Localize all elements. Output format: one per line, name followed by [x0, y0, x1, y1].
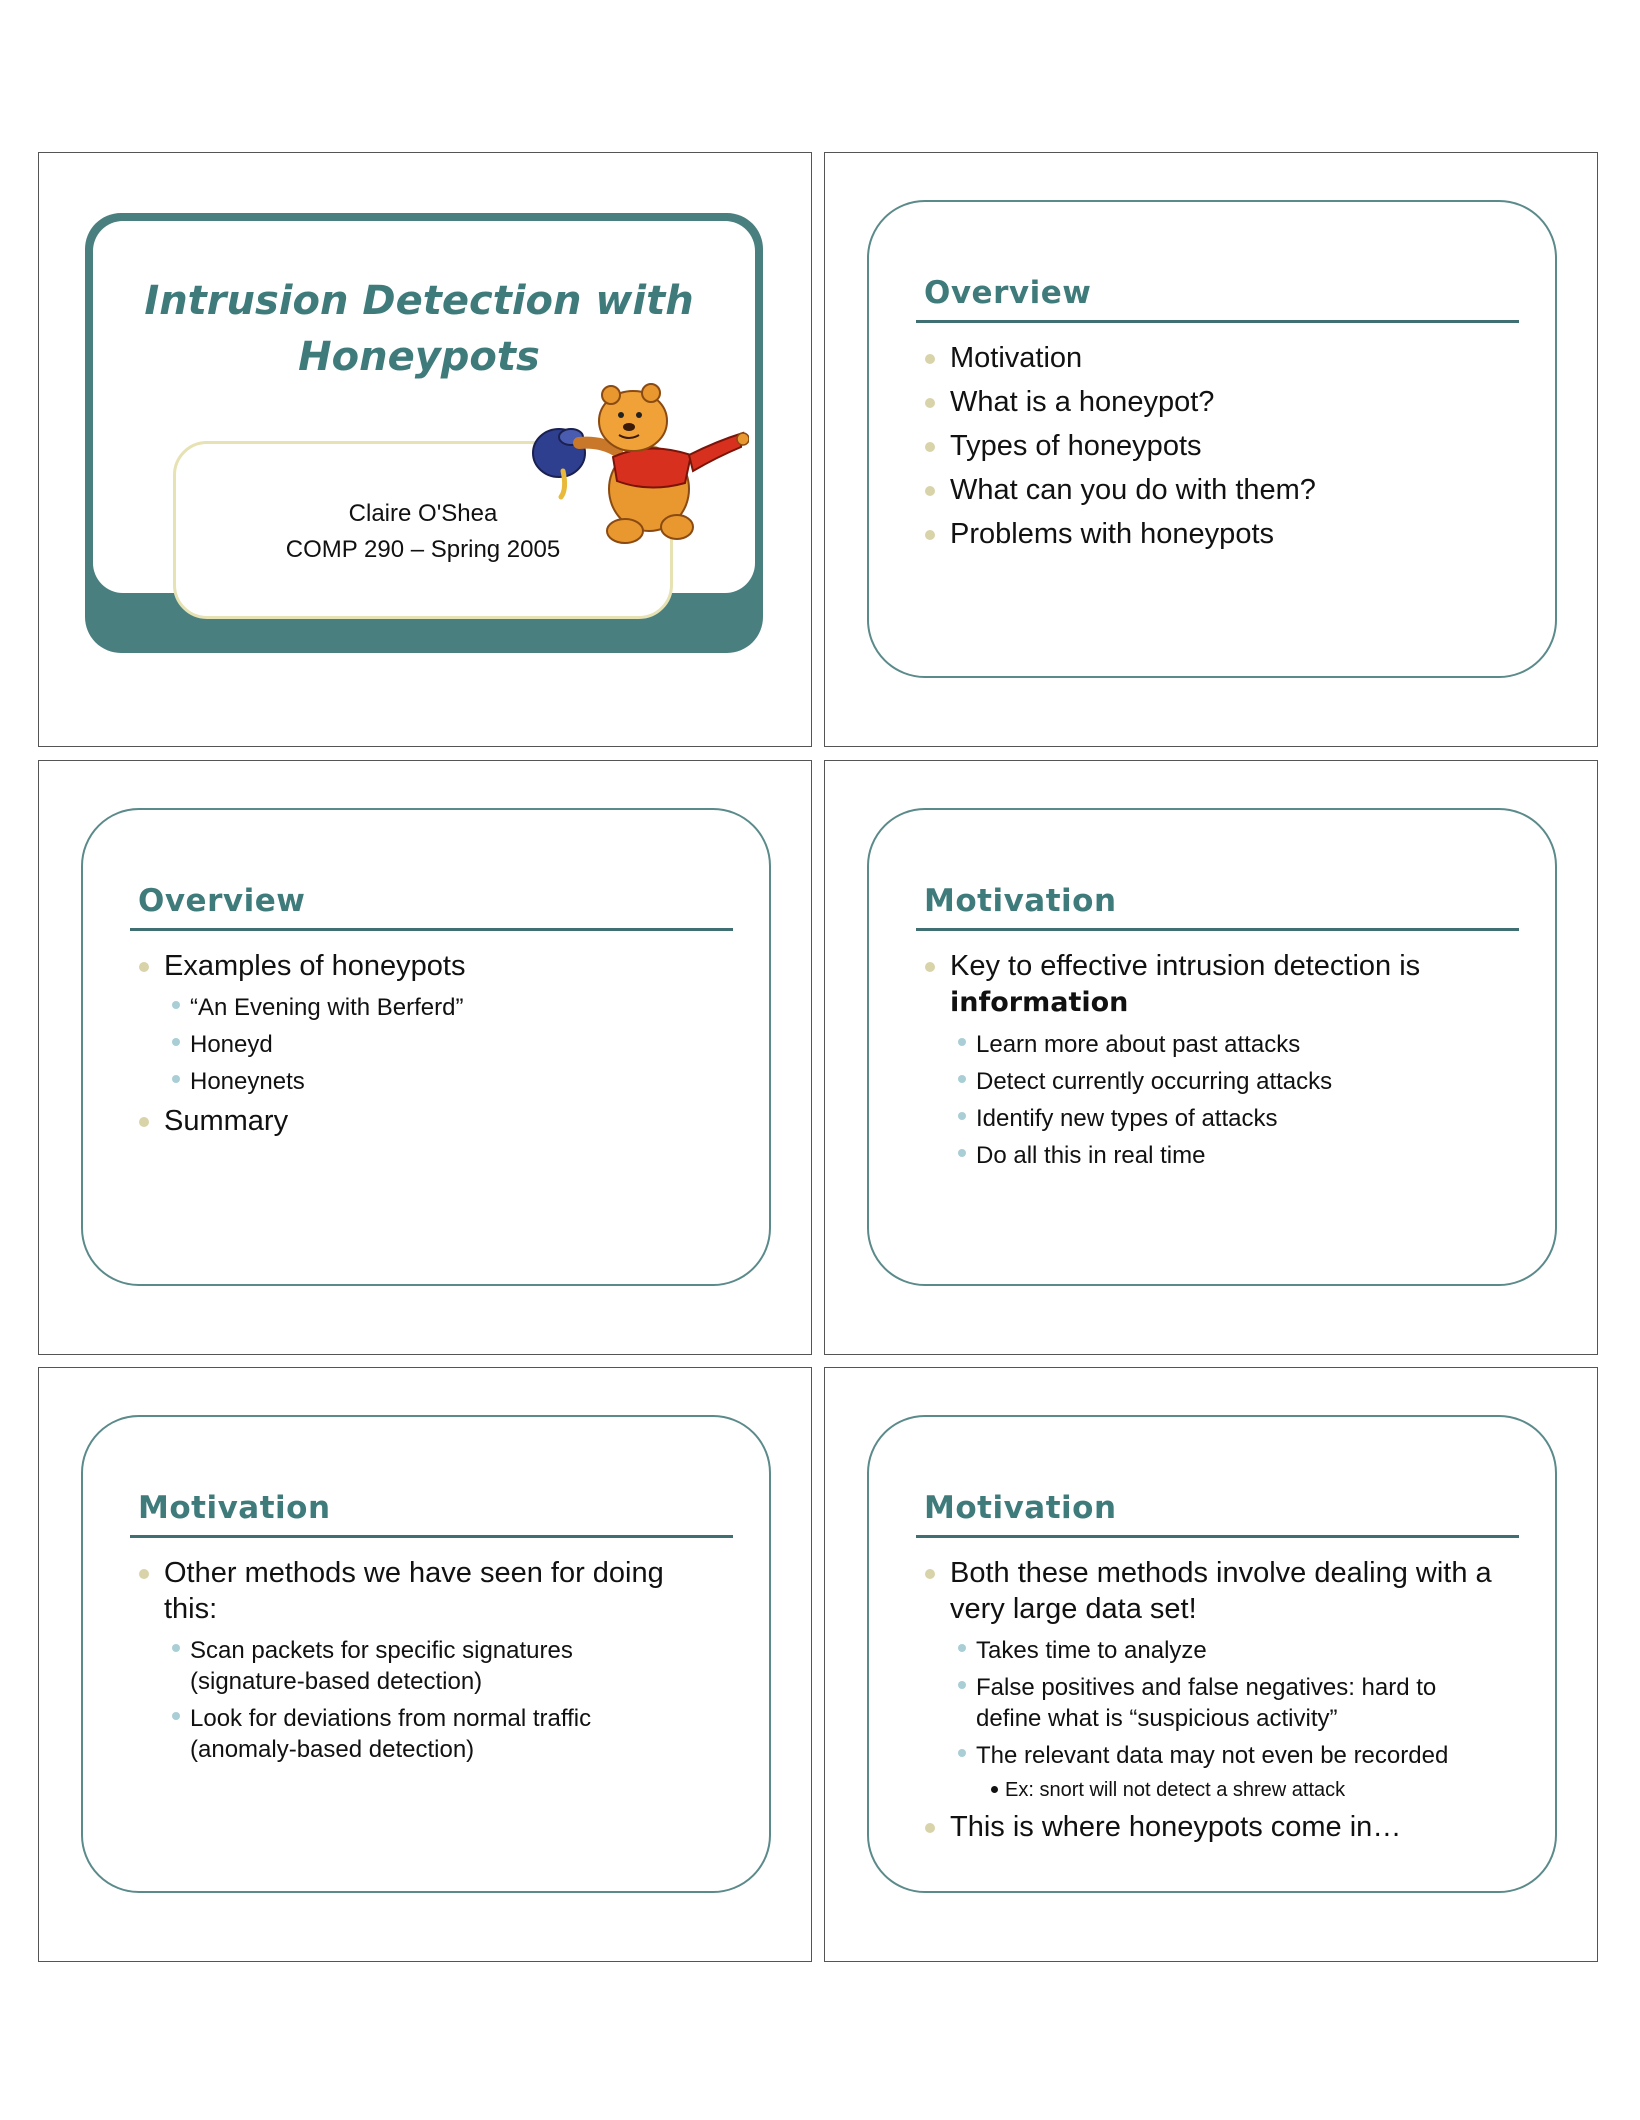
title-divider [916, 320, 1519, 323]
slide-content [923, 340, 1533, 560]
title-divider [916, 1535, 1519, 1538]
title-divider [130, 928, 733, 931]
sub-bullet-item: Learn more about past attacks [956, 1029, 1533, 1060]
bullet-emphasis: information [950, 987, 1129, 1018]
title-divider [130, 1535, 733, 1538]
title-divider [916, 928, 1519, 931]
bullet-item: Summary [137, 1103, 747, 1139]
slide-panel [867, 808, 1557, 1286]
bullet-item: Both these methods involve dealing with a very large data set! [923, 1555, 1530, 1627]
slide-4-motivation [824, 760, 1598, 1355]
sub-bullet-item: Do all this in real time [956, 1140, 1533, 1171]
sub-bullet-item: False positives and false negatives: hard to define what is “suspicious activity” [956, 1672, 1496, 1734]
slide-content [137, 948, 747, 1147]
slide-title: Overview [924, 275, 1092, 311]
sub-bullet-item: Scan packets for specific signatures (signature-based detection) [170, 1635, 630, 1697]
sub-bullet-item: Honeynets [170, 1066, 747, 1097]
sub-bullet-item: Detect currently occurring attacks [956, 1066, 1533, 1097]
author-name: Claire O'Shea [348, 500, 498, 527]
slide-title: Overview [138, 883, 306, 919]
slide-title: Motivation [924, 883, 1117, 919]
bullet-item: Other methods we have seen for doing this: [137, 1555, 724, 1627]
bullet-item: Examples of honeypots [137, 948, 747, 984]
bullet-text: Key to effective intrusion detection is [950, 950, 1421, 982]
bullet-item: Motivation [923, 340, 1533, 376]
slide-2-overview [824, 152, 1598, 747]
slide-panel [81, 1415, 771, 1893]
sub-bullet-item: Identify new types of attacks [956, 1103, 1533, 1134]
slide-1-title [38, 152, 812, 747]
bullet-item [923, 948, 1533, 1021]
bear-with-honey-pot-image [521, 371, 749, 547]
slide-content [923, 948, 1533, 1177]
presentation-title: Intrusion Detection with Honeypots [144, 278, 694, 380]
sub-bullet-item: The relevant data may not even be recorded [956, 1740, 1533, 1771]
slide-content [923, 1555, 1533, 1853]
course-info: COMP 290 – Spring 2005 [285, 536, 561, 563]
slide-panel [81, 808, 771, 1286]
sub-bullet-item: “An Evening with Berferd” [170, 992, 747, 1023]
slide-panel [867, 200, 1557, 678]
sub-bullet-item: Honeyd [170, 1029, 747, 1060]
sub-bullet-item: Takes time to analyze [956, 1635, 1533, 1666]
sub-sub-bullet-item: Ex: snort will not detect a shrew attack [989, 1777, 1533, 1803]
slide-5-motivation [38, 1367, 812, 1962]
slide-6-motivation [824, 1367, 1598, 1962]
slide-panel [867, 1415, 1557, 1893]
slide-3-overview [38, 760, 812, 1355]
slide-title: Motivation [924, 1490, 1117, 1526]
bullet-item: What is a honeypot? [923, 384, 1533, 420]
bullet-item: This is where honeypots come in… [923, 1809, 1533, 1845]
slide-content [137, 1555, 747, 1771]
bullet-item: Problems with honeypots [923, 516, 1533, 552]
bullet-item: What can you do with them? [923, 472, 1533, 508]
sub-bullet-item: Look for deviations from normal traffic (anomaly-based detection) [170, 1703, 630, 1765]
slide-title: Motivation [138, 1490, 331, 1526]
bullet-item: Types of honeypots [923, 428, 1533, 464]
